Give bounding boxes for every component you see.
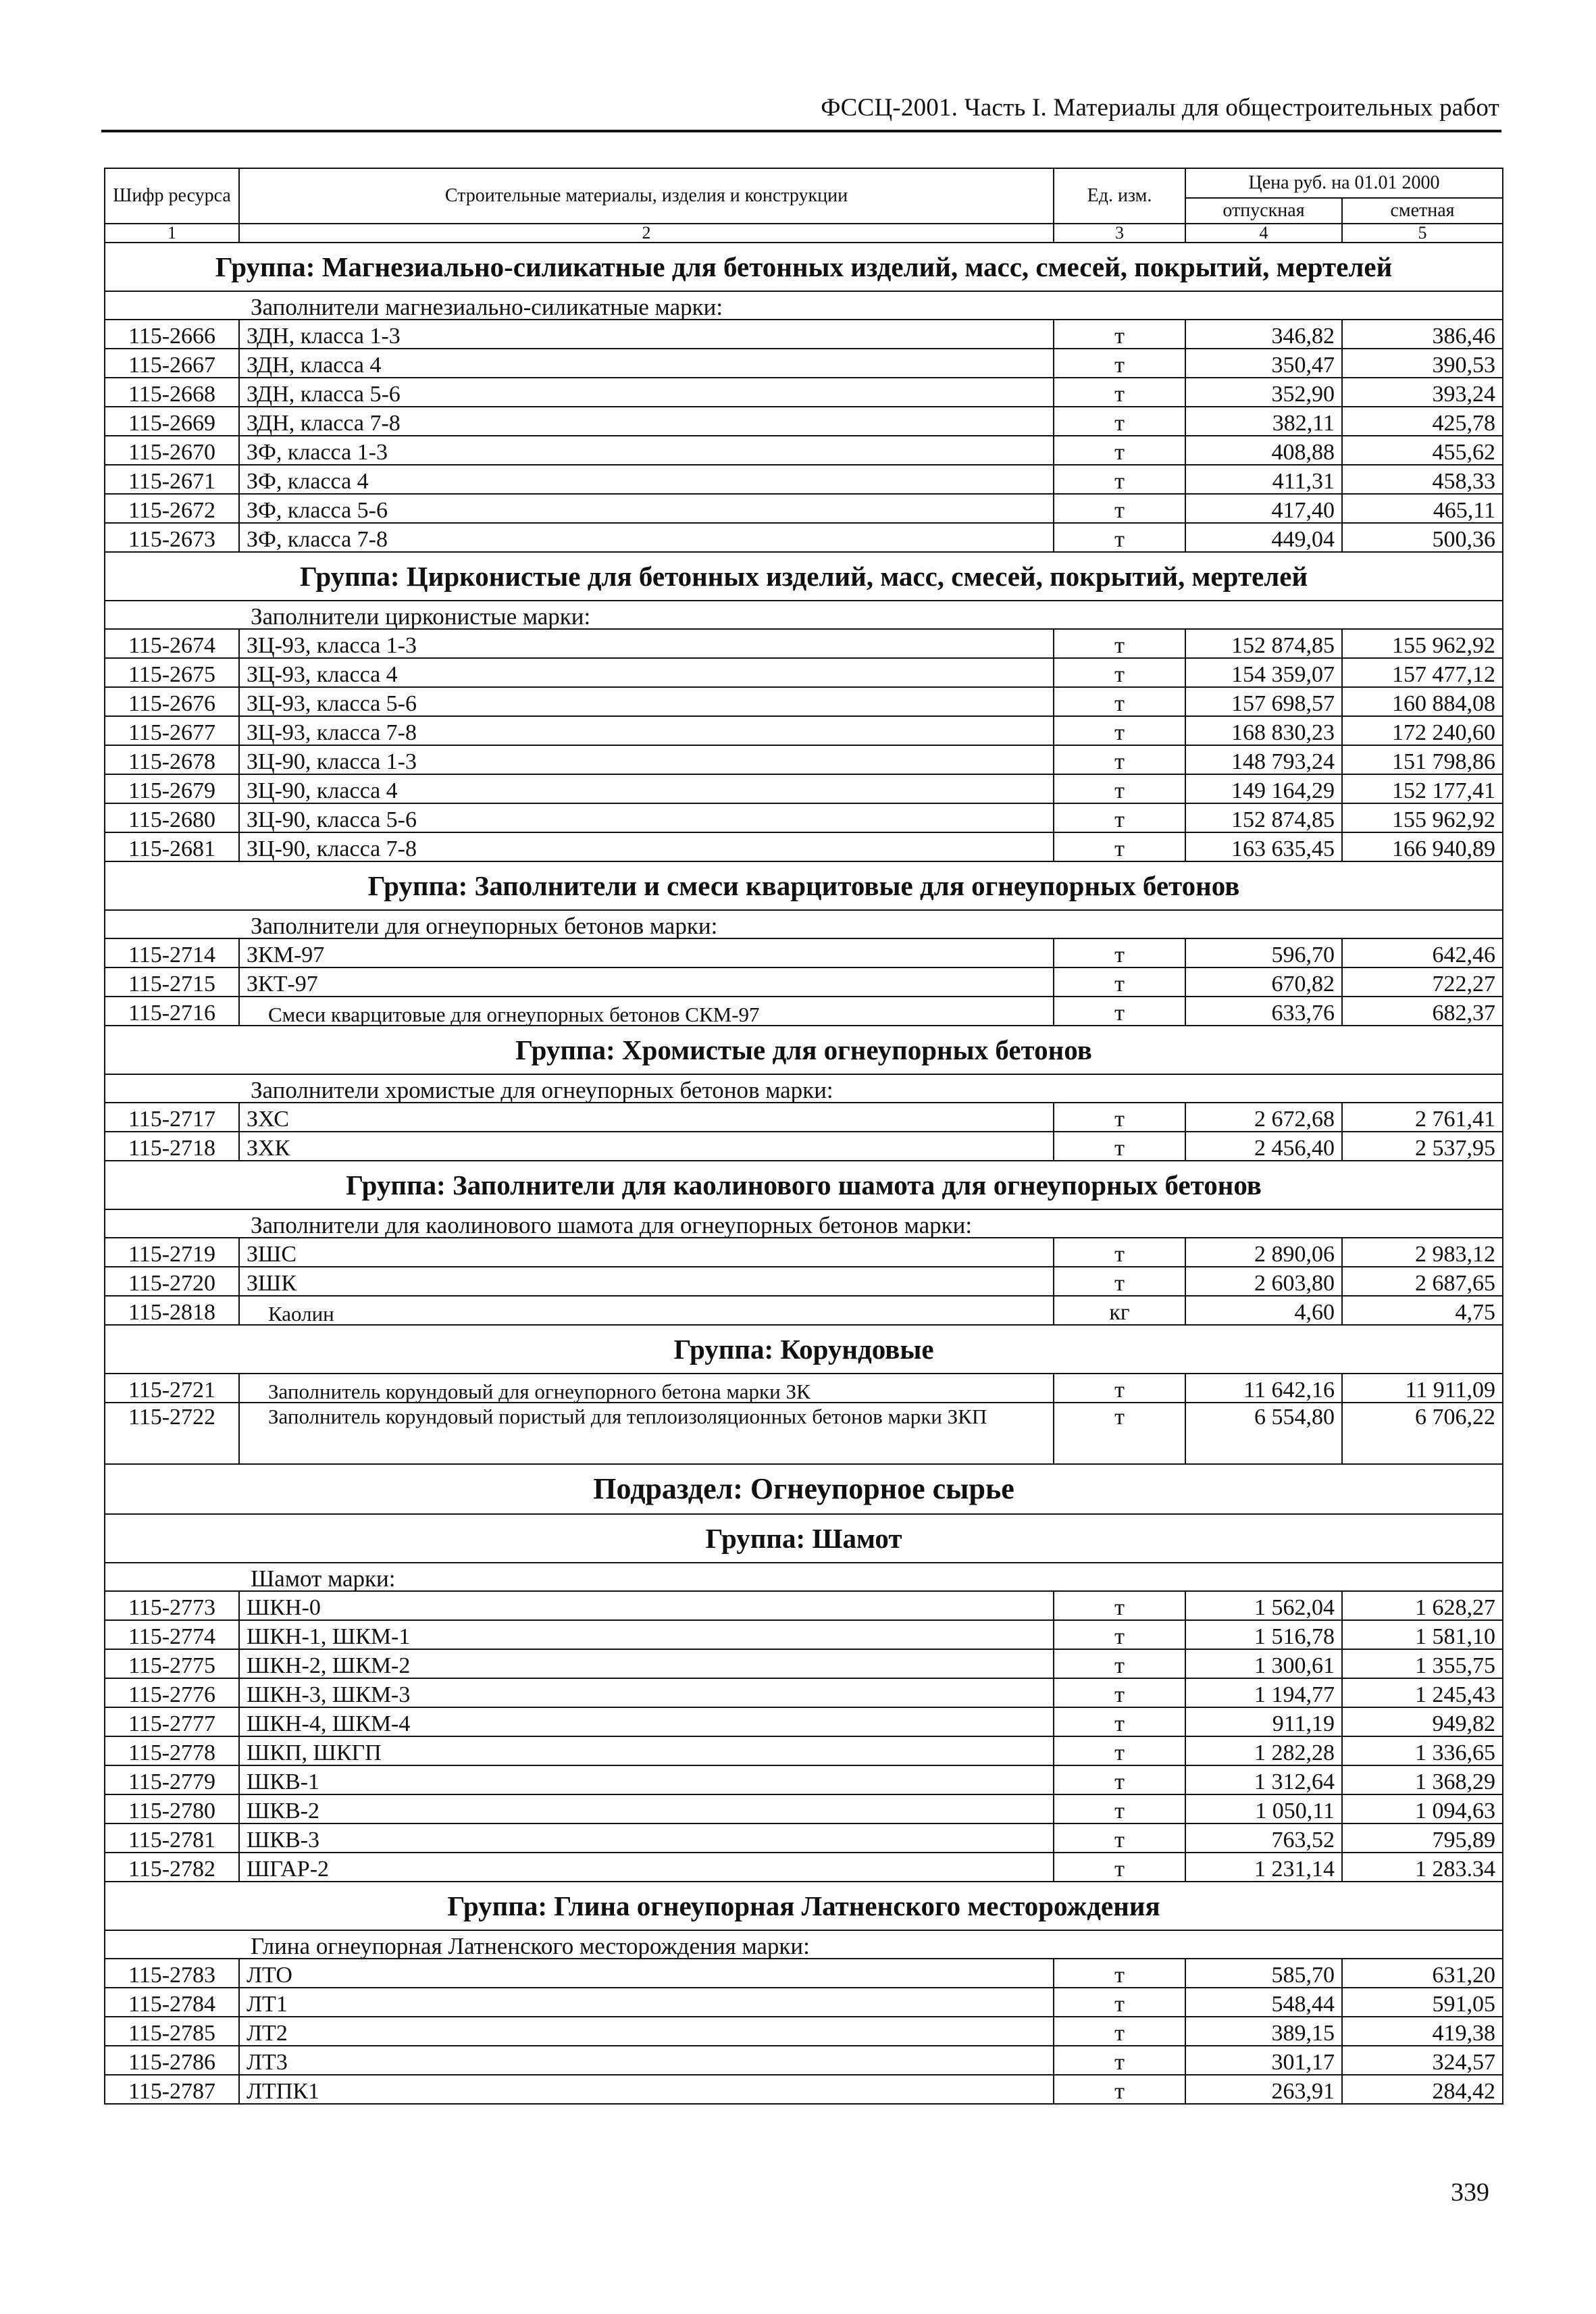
table-row <box>105 1649 1503 1678</box>
material-name-cell: ЛТ3 <box>239 2046 1054 2075</box>
release-price-cell: 411,31 <box>1185 465 1342 494</box>
material-name-cell: ЗЦ-93, класса 5-6 <box>239 687 1054 716</box>
group-title: Группа: Шамот <box>105 1514 1503 1563</box>
table-body <box>105 243 1503 2104</box>
unit-cell: т <box>1054 1765 1185 1794</box>
resource-code-cell: 115-2675 <box>105 658 239 687</box>
unit-cell: т <box>1054 1403 1185 1464</box>
release-price-cell: 6 554,80 <box>1185 1403 1342 1464</box>
estimate-price-cell: 386,46 <box>1342 320 1503 349</box>
subheading-row <box>105 601 1503 629</box>
unit-cell: кг <box>1054 1296 1185 1325</box>
table-row <box>105 716 1503 745</box>
subheading-row <box>105 1930 1503 1959</box>
table-row <box>105 1620 1503 1649</box>
material-name-cell: ЗЦ-90, класса 4 <box>239 774 1054 803</box>
group-title: Группа: Корундовые <box>105 1325 1503 1374</box>
material-name-cell: ЗДН, класса 4 <box>239 349 1054 378</box>
resource-code-cell: 115-2777 <box>105 1707 239 1736</box>
subheading-title: Заполнители цирконистые марки: <box>105 601 1503 629</box>
subheading-row <box>105 1074 1503 1103</box>
unit-cell: т <box>1054 1238 1185 1267</box>
resource-code-cell: 115-2780 <box>105 1794 239 1823</box>
unit-cell: т <box>1054 774 1185 803</box>
unit-cell: т <box>1054 938 1185 967</box>
estimate-price-cell: 500,36 <box>1342 523 1503 552</box>
table-row <box>105 1707 1503 1736</box>
material-name-cell: ЗДН, класса 1-3 <box>239 320 1054 349</box>
material-name-cell: Заполнитель корундовый для огнеупорного бетона марки ЗК <box>239 1374 1054 1403</box>
material-name-cell: ЗКТ-97 <box>239 967 1054 997</box>
unit-cell: т <box>1054 1374 1185 1403</box>
material-name-cell: ЗХС <box>239 1103 1054 1132</box>
table-row <box>105 967 1503 997</box>
release-price-cell: 350,47 <box>1185 349 1342 378</box>
table-row <box>105 629 1503 658</box>
resource-code-cell: 115-2718 <box>105 1132 239 1161</box>
estimate-price-cell: 682,37 <box>1342 997 1503 1026</box>
table-row <box>105 1959 1503 1988</box>
unit-cell: т <box>1054 378 1185 407</box>
unit-cell: т <box>1054 465 1185 494</box>
group-row <box>105 861 1503 910</box>
estimate-price-cell: 419,38 <box>1342 2017 1503 2046</box>
table-row <box>105 465 1503 494</box>
estimate-price-cell: 1 283.34 <box>1342 1853 1503 1882</box>
table-row <box>105 1132 1503 1161</box>
resource-code-cell: 115-2719 <box>105 1238 239 1267</box>
subheading-title: Заполнители хромистые для огнеупорных бетонов марки: <box>105 1074 1503 1103</box>
material-name-cell: ЗФ, класса 4 <box>239 465 1054 494</box>
unit-cell: т <box>1054 1132 1185 1161</box>
release-price-cell: 2 603,80 <box>1185 1267 1342 1296</box>
estimate-price-cell: 1 368,29 <box>1342 1765 1503 1794</box>
material-name-cell: ШКВ-2 <box>239 1794 1054 1823</box>
table-row <box>105 1988 1503 2017</box>
estimate-price-cell: 1 355,75 <box>1342 1649 1503 1678</box>
material-name-cell: ЗФ, класса 7-8 <box>239 523 1054 552</box>
estimate-price-cell: 172 240,60 <box>1342 716 1503 745</box>
estimate-price-cell: 631,20 <box>1342 1959 1503 1988</box>
estimate-price-cell: 2 983,12 <box>1342 1238 1503 1267</box>
release-price-cell: 911,19 <box>1185 1707 1342 1736</box>
material-name-cell: ЗЦ-90, класса 1-3 <box>239 745 1054 774</box>
table-row <box>105 687 1503 716</box>
table-row <box>105 2075 1503 2104</box>
table-row <box>105 349 1503 378</box>
column-number: 3 <box>1054 224 1185 243</box>
release-price-cell: 633,76 <box>1185 997 1342 1026</box>
header-rule <box>101 130 1501 132</box>
resource-code-cell: 115-2818 <box>105 1296 239 1325</box>
release-price-cell: 1 312,64 <box>1185 1765 1342 1794</box>
material-name-cell: ЛТ1 <box>239 1988 1054 2017</box>
estimate-price-cell: 160 884,08 <box>1342 687 1503 716</box>
table-row <box>105 1853 1503 1882</box>
unit-cell: т <box>1054 1794 1185 1823</box>
table-header <box>105 168 1503 243</box>
table-row <box>105 1403 1503 1464</box>
release-price-cell: 596,70 <box>1185 938 1342 967</box>
release-price-cell: 548,44 <box>1185 1988 1342 2017</box>
release-price-cell: 1 516,78 <box>1185 1620 1342 1649</box>
table-row <box>105 1296 1503 1325</box>
estimate-price-cell: 4,75 <box>1342 1296 1503 1325</box>
table-row <box>105 1794 1503 1823</box>
material-name-cell: ЛТ2 <box>239 2017 1054 2046</box>
estimate-price-cell: 949,82 <box>1342 1707 1503 1736</box>
group-title: Группа: Заполнители для каолинового шамота для огнеупорных бетонов <box>105 1161 1503 1209</box>
unit-cell: т <box>1054 523 1185 552</box>
release-price-cell: 4,60 <box>1185 1296 1342 1325</box>
resource-code-cell: 115-2776 <box>105 1678 239 1707</box>
estimate-price-cell: 157 477,12 <box>1342 658 1503 687</box>
estimate-price-cell: 465,11 <box>1342 494 1503 523</box>
release-price-cell: 1 300,61 <box>1185 1649 1342 1678</box>
resource-code-cell: 115-2786 <box>105 2046 239 2075</box>
subheading-title: Заполнители магнезиально-силикатные марки: <box>105 291 1503 320</box>
estimate-price-cell: 642,46 <box>1342 938 1503 967</box>
resource-code-cell: 115-2778 <box>105 1736 239 1765</box>
table-row <box>105 1238 1503 1267</box>
release-price-cell: 763,52 <box>1185 1823 1342 1853</box>
column-header-name: Строительные материалы, изделия и конструкции <box>239 168 1054 224</box>
estimate-price-cell: 458,33 <box>1342 465 1503 494</box>
estimate-price-cell: 393,24 <box>1342 378 1503 407</box>
material-name-cell: ШКН-1, ШКМ-1 <box>239 1620 1054 1649</box>
release-price-cell: 1 282,28 <box>1185 1736 1342 1765</box>
release-price-cell: 149 164,29 <box>1185 774 1342 803</box>
resource-code-cell: 115-2720 <box>105 1267 239 1296</box>
unit-cell: т <box>1054 629 1185 658</box>
material-name-cell: ЗЦ-93, класса 7-8 <box>239 716 1054 745</box>
table-row <box>105 1678 1503 1707</box>
estimate-price-cell: 722,27 <box>1342 967 1503 997</box>
resource-code-cell: 115-2722 <box>105 1403 239 1464</box>
estimate-price-cell: 1 336,65 <box>1342 1736 1503 1765</box>
estimate-price-cell: 151 798,86 <box>1342 745 1503 774</box>
resource-code-cell: 115-2679 <box>105 774 239 803</box>
group-row <box>105 552 1503 601</box>
resource-code-cell: 115-2714 <box>105 938 239 967</box>
unit-cell: т <box>1054 349 1185 378</box>
table-row <box>105 2046 1503 2075</box>
column-number: 4 <box>1185 224 1342 243</box>
subheading-title: Заполнители для каолинового шамота для огнеупорных бетонов марки: <box>105 1209 1503 1238</box>
estimate-price-cell: 1 094,63 <box>1342 1794 1503 1823</box>
subheading-row <box>105 1563 1503 1591</box>
estimate-price-cell: 1 245,43 <box>1342 1678 1503 1707</box>
material-name-cell: ЛТПК1 <box>239 2075 1054 2104</box>
release-price-cell: 157 698,57 <box>1185 687 1342 716</box>
unit-cell: т <box>1054 687 1185 716</box>
resource-code-cell: 115-2672 <box>105 494 239 523</box>
table-row <box>105 320 1503 349</box>
column-header-code: Шифр ресурса <box>105 168 239 224</box>
unit-cell: т <box>1054 803 1185 832</box>
subsection-row <box>105 1464 1503 1514</box>
resource-code-cell: 115-2717 <box>105 1103 239 1132</box>
group-title: Группа: Хромистые для огнеупорных бетонов <box>105 1026 1503 1074</box>
price-table <box>104 168 1503 2105</box>
table-row <box>105 658 1503 687</box>
group-title: Группа: Глина огнеупорная Латненского месторождения <box>105 1882 1503 1930</box>
table-row <box>105 938 1503 967</box>
resource-code-cell: 115-2680 <box>105 803 239 832</box>
release-price-cell: 449,04 <box>1185 523 1342 552</box>
material-name-cell: ЗЦ-93, класса 4 <box>239 658 1054 687</box>
group-title: Группа: Магнезиально-силикатные для бетонных изделий, масс, смесей, покрытий, мертелей <box>105 243 1503 291</box>
material-name-cell: ЗХК <box>239 1132 1054 1161</box>
table-row <box>105 1765 1503 1794</box>
release-price-cell: 346,82 <box>1185 320 1342 349</box>
subheading-row <box>105 910 1503 938</box>
unit-cell: т <box>1054 1678 1185 1707</box>
material-name-cell: ШКВ-3 <box>239 1823 1054 1853</box>
resource-code-cell: 115-2774 <box>105 1620 239 1649</box>
table-row <box>105 1591 1503 1620</box>
material-name-cell: ЗКМ-97 <box>239 938 1054 967</box>
subheading-row <box>105 291 1503 320</box>
resource-code-cell: 115-2773 <box>105 1591 239 1620</box>
table-row <box>105 436 1503 465</box>
material-name-cell: ШКН-3, ШКМ-3 <box>239 1678 1054 1707</box>
material-name-cell: ЗШК <box>239 1267 1054 1296</box>
resource-code-cell: 115-2667 <box>105 349 239 378</box>
unit-cell: т <box>1054 1620 1185 1649</box>
release-price-cell: 163 635,45 <box>1185 832 1342 861</box>
table-row <box>105 997 1503 1026</box>
table-row <box>105 523 1503 552</box>
unit-cell: т <box>1054 2046 1185 2075</box>
release-price-cell: 382,11 <box>1185 407 1342 436</box>
material-name-cell: ШКН-0 <box>239 1591 1054 1620</box>
release-price-cell: 389,15 <box>1185 2017 1342 2046</box>
resource-code-cell: 115-2775 <box>105 1649 239 1678</box>
resource-code-cell: 115-2669 <box>105 407 239 436</box>
unit-cell: т <box>1054 1707 1185 1736</box>
group-row <box>105 1026 1503 1074</box>
resource-code-cell: 115-2784 <box>105 1988 239 2017</box>
estimate-price-cell: 166 940,89 <box>1342 832 1503 861</box>
table-row <box>105 832 1503 861</box>
group-title: Группа: Цирконистые для бетонных изделий, масс, смесей, покрытий, мертелей <box>105 552 1503 601</box>
subsection-title: Подраздел: Огнеупорное сырье <box>105 1464 1503 1514</box>
column-number: 5 <box>1342 224 1503 243</box>
page-number: 339 <box>1451 2178 1489 2207</box>
release-price-cell: 1 562,04 <box>1185 1591 1342 1620</box>
release-price-cell: 152 874,85 <box>1185 629 1342 658</box>
table-row <box>105 1823 1503 1853</box>
material-name-cell: ШГАР-2 <box>239 1853 1054 1882</box>
unit-cell: т <box>1054 494 1185 523</box>
table-row <box>105 803 1503 832</box>
unit-cell: т <box>1054 320 1185 349</box>
resource-code-cell: 115-2677 <box>105 716 239 745</box>
running-head: ФССЦ-2001. Часть I. Материалы для общестроительных работ <box>821 94 1499 122</box>
material-name-cell: Заполнитель корундовый пористый для теплоизоляционных бетонов марки ЗКП <box>239 1403 1054 1464</box>
resource-code-cell: 115-2671 <box>105 465 239 494</box>
resource-code-cell: 115-2721 <box>105 1374 239 1403</box>
material-name-cell: ЗЦ-90, класса 5-6 <box>239 803 1054 832</box>
table-row <box>105 1103 1503 1132</box>
estimate-price-cell: 425,78 <box>1342 407 1503 436</box>
estimate-price-cell: 1 581,10 <box>1342 1620 1503 1649</box>
unit-cell: т <box>1054 1959 1185 1988</box>
release-price-cell: 417,40 <box>1185 494 1342 523</box>
unit-cell: т <box>1054 1267 1185 1296</box>
group-row <box>105 1514 1503 1563</box>
release-price-cell: 2 672,68 <box>1185 1103 1342 1132</box>
resource-code-cell: 115-2787 <box>105 2075 239 2104</box>
table-row <box>105 745 1503 774</box>
material-name-cell: ЗШС <box>239 1238 1054 1267</box>
unit-cell: т <box>1054 716 1185 745</box>
material-name-cell: Смеси кварцитовые для огнеупорных бетонов СКМ-97 <box>239 997 1054 1026</box>
resource-code-cell: 115-2781 <box>105 1823 239 1853</box>
unit-cell: т <box>1054 967 1185 997</box>
release-price-cell: 1 194,77 <box>1185 1678 1342 1707</box>
release-price-cell: 1 050,11 <box>1185 1794 1342 1823</box>
resource-code-cell: 115-2676 <box>105 687 239 716</box>
column-header-price: Цена руб. на 01.01 2000 <box>1185 168 1503 198</box>
table-row <box>105 378 1503 407</box>
estimate-price-cell: 152 177,41 <box>1342 774 1503 803</box>
resource-code-cell: 115-2668 <box>105 378 239 407</box>
release-price-cell: 154 359,07 <box>1185 658 1342 687</box>
table-row <box>105 1267 1503 1296</box>
resource-code-cell: 115-2681 <box>105 832 239 861</box>
unit-cell: т <box>1054 2017 1185 2046</box>
unit-cell: т <box>1054 745 1185 774</box>
estimate-price-cell: 2 537,95 <box>1342 1132 1503 1161</box>
unit-cell: т <box>1054 1823 1185 1853</box>
column-number: 2 <box>239 224 1054 243</box>
subheading-title: Шамот марки: <box>105 1563 1503 1591</box>
subheading-title: Глина огнеупорная Латненского месторождения марки: <box>105 1930 1503 1959</box>
column-header-estimate-price: сметная <box>1342 198 1503 224</box>
estimate-price-cell: 155 962,92 <box>1342 629 1503 658</box>
resource-code-cell: 115-2670 <box>105 436 239 465</box>
release-price-cell: 168 830,23 <box>1185 716 1342 745</box>
resource-code-cell: 115-2783 <box>105 1959 239 1988</box>
material-name-cell: ШКП, ШКГП <box>239 1736 1054 1765</box>
material-name-cell: ЗЦ-93, класса 1-3 <box>239 629 1054 658</box>
material-name-cell: ШКВ-1 <box>239 1765 1054 1794</box>
resource-code-cell: 115-2666 <box>105 320 239 349</box>
material-name-cell: ЗФ, класса 5-6 <box>239 494 1054 523</box>
unit-cell: т <box>1054 658 1185 687</box>
unit-cell: т <box>1054 1591 1185 1620</box>
unit-cell: т <box>1054 1736 1185 1765</box>
resource-code-cell: 115-2785 <box>105 2017 239 2046</box>
estimate-price-cell: 11 911,09 <box>1342 1374 1503 1403</box>
unit-cell: т <box>1054 1988 1185 2017</box>
release-price-cell: 408,88 <box>1185 436 1342 465</box>
material-name-cell: ЛТО <box>239 1959 1054 1988</box>
release-price-cell: 152 874,85 <box>1185 803 1342 832</box>
unit-cell: т <box>1054 2075 1185 2104</box>
release-price-cell: 263,91 <box>1185 2075 1342 2104</box>
release-price-cell: 2 456,40 <box>1185 1132 1342 1161</box>
unit-cell: т <box>1054 1649 1185 1678</box>
estimate-price-cell: 284,42 <box>1342 2075 1503 2104</box>
release-price-cell: 670,82 <box>1185 967 1342 997</box>
estimate-price-cell: 2 687,65 <box>1342 1267 1503 1296</box>
resource-code-cell: 115-2673 <box>105 523 239 552</box>
release-price-cell: 1 231,14 <box>1185 1853 1342 1882</box>
estimate-price-cell: 6 706,22 <box>1342 1403 1503 1464</box>
table-row <box>105 2017 1503 2046</box>
material-name-cell: ЗДН, класса 5-6 <box>239 378 1054 407</box>
table-row <box>105 774 1503 803</box>
unit-cell: т <box>1054 997 1185 1026</box>
group-row <box>105 243 1503 291</box>
unit-cell: т <box>1054 407 1185 436</box>
release-price-cell: 585,70 <box>1185 1959 1342 1988</box>
material-name-cell: Каолин <box>239 1296 1054 1325</box>
column-number: 1 <box>105 224 239 243</box>
resource-code-cell: 115-2678 <box>105 745 239 774</box>
material-name-cell: ЗФ, класса 1-3 <box>239 436 1054 465</box>
resource-code-cell: 115-2782 <box>105 1853 239 1882</box>
estimate-price-cell: 155 962,92 <box>1342 803 1503 832</box>
estimate-price-cell: 324,57 <box>1342 2046 1503 2075</box>
unit-cell: т <box>1054 1103 1185 1132</box>
release-price-cell: 11 642,16 <box>1185 1374 1342 1403</box>
material-name-cell: ШКН-4, ШКМ-4 <box>239 1707 1054 1736</box>
resource-code-cell: 115-2779 <box>105 1765 239 1794</box>
table-row <box>105 1374 1503 1403</box>
resource-code-cell: 115-2674 <box>105 629 239 658</box>
group-row <box>105 1882 1503 1930</box>
release-price-cell: 352,90 <box>1185 378 1342 407</box>
column-header-unit: Ед. изм. <box>1054 168 1185 224</box>
unit-cell: т <box>1054 436 1185 465</box>
table-row <box>105 407 1503 436</box>
unit-cell: т <box>1054 1853 1185 1882</box>
group-title: Группа: Заполнители и смеси кварцитовые для огнеупорных бетонов <box>105 861 1503 910</box>
subheading-row <box>105 1209 1503 1238</box>
material-name-cell: ШКН-2, ШКМ-2 <box>239 1649 1054 1678</box>
resource-code-cell: 115-2715 <box>105 967 239 997</box>
estimate-price-cell: 455,62 <box>1342 436 1503 465</box>
release-price-cell: 148 793,24 <box>1185 745 1342 774</box>
unit-cell: т <box>1054 832 1185 861</box>
table-row <box>105 494 1503 523</box>
estimate-price-cell: 591,05 <box>1342 1988 1503 2017</box>
material-name-cell: ЗДН, класса 7-8 <box>239 407 1054 436</box>
column-header-release-price: отпускная <box>1185 198 1342 224</box>
estimate-price-cell: 1 628,27 <box>1342 1591 1503 1620</box>
table-row <box>105 1736 1503 1765</box>
estimate-price-cell: 390,53 <box>1342 349 1503 378</box>
release-price-cell: 301,17 <box>1185 2046 1342 2075</box>
estimate-price-cell: 2 761,41 <box>1342 1103 1503 1132</box>
group-row <box>105 1161 1503 1209</box>
release-price-cell: 2 890,06 <box>1185 1238 1342 1267</box>
subheading-title: Заполнители для огнеупорных бетонов марки: <box>105 910 1503 938</box>
group-row <box>105 1325 1503 1374</box>
resource-code-cell: 115-2716 <box>105 997 239 1026</box>
material-name-cell: ЗЦ-90, класса 7-8 <box>239 832 1054 861</box>
estimate-price-cell: 795,89 <box>1342 1823 1503 1853</box>
